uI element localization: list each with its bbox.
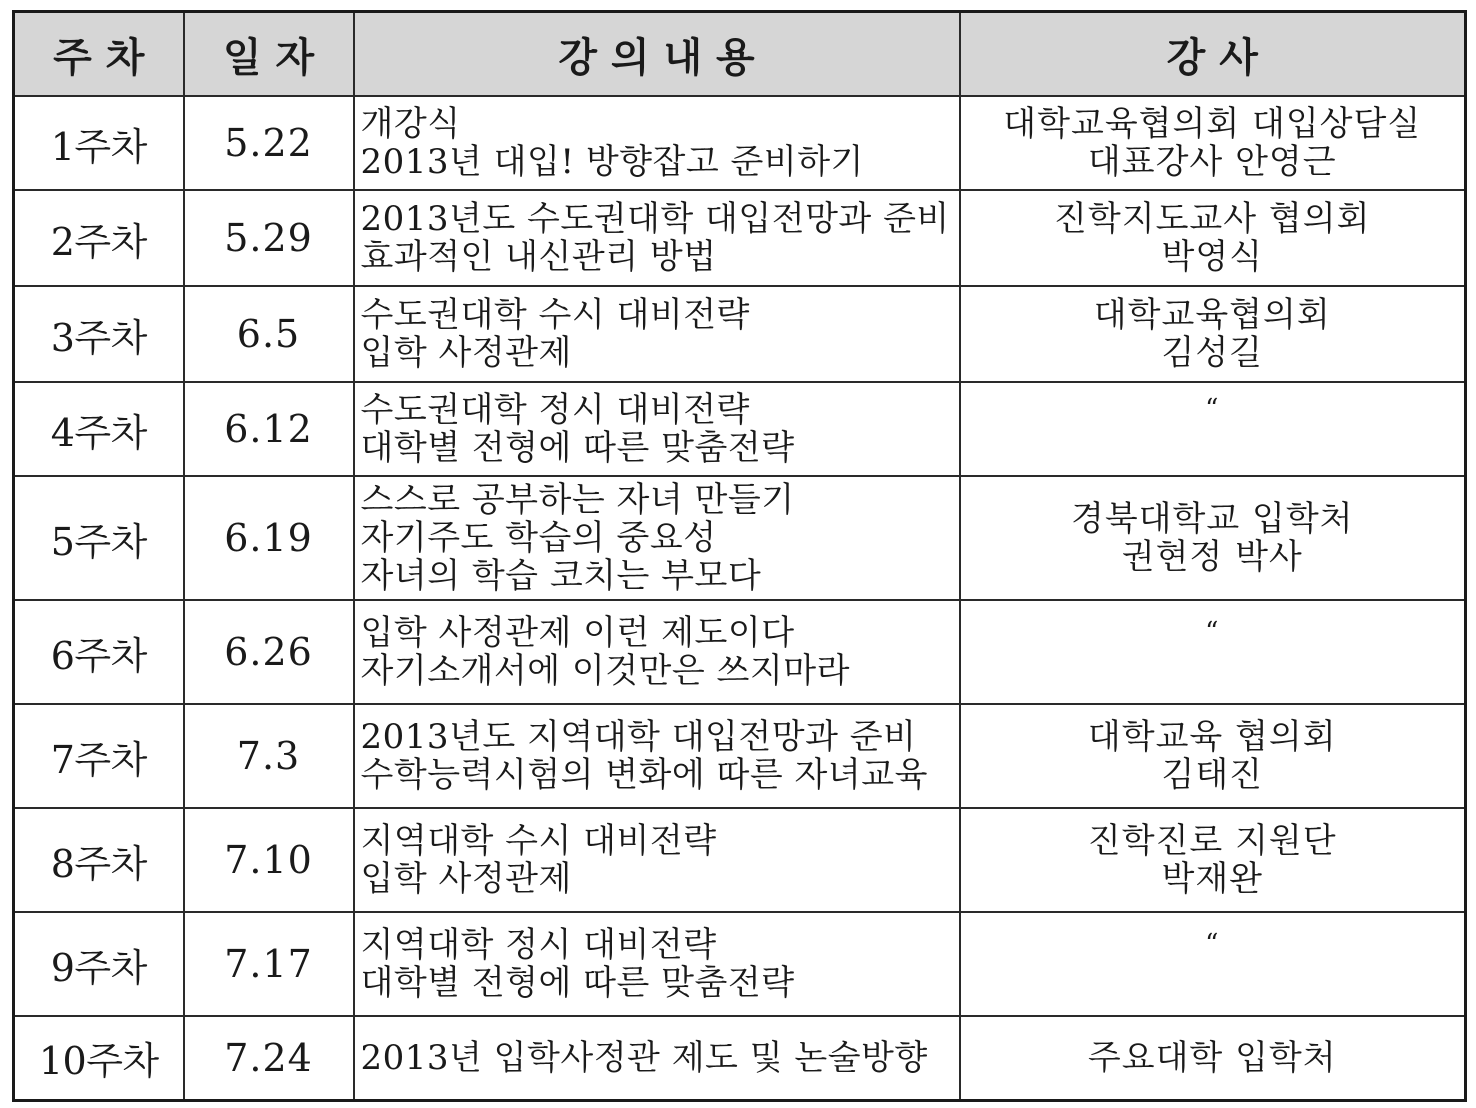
lecturer-cell <box>960 1016 1466 1100</box>
week-cell: 1주차 <box>14 96 184 190</box>
content-line: 2013년 입학사정관 제도 및 논술방향 <box>360 1037 928 1078</box>
content-line: 2013년 대입! 방향잡고 준비하기 <box>360 142 864 182</box>
content-line: 입학 사정관제 <box>360 333 572 373</box>
content-line: 입학 사정관제 <box>360 859 572 899</box>
content-line: 개강식 <box>360 104 461 144</box>
content-line: 자녀의 학습 코치는 부모다 <box>360 556 762 596</box>
date-cell: 5.22 <box>184 96 354 190</box>
date-cell: 5.29 <box>184 190 354 286</box>
lecture-schedule-table <box>12 10 1467 1102</box>
date-cell: 7.17 <box>184 912 354 1016</box>
table-row <box>14 808 1466 912</box>
lecturer-line: 대학교육협의회 <box>1093 295 1331 335</box>
week-cell: 3주차 <box>14 286 184 382</box>
content-line: 자기주도 학습의 중요성 <box>360 518 717 558</box>
lecturer-cell <box>960 912 1466 1016</box>
lecturer-cell <box>960 600 1466 704</box>
schedule-table-wrapper <box>12 10 1464 1094</box>
lecturer-line: 김태진 <box>1161 755 1264 795</box>
content-cell <box>354 190 960 286</box>
week-cell: 6주차 <box>14 600 184 704</box>
lecturer-cell <box>960 286 1466 382</box>
content-line: 스스로 공부하는 자녀 만들기 <box>360 480 795 520</box>
content-line: 수도권대학 정시 대비전략 <box>360 390 750 430</box>
header-week: 주 차 <box>14 12 184 97</box>
lecturer-cell <box>960 808 1466 912</box>
date-cell: 7.24 <box>184 1016 354 1100</box>
lecturer-line: 권현정 박사 <box>1121 537 1303 577</box>
ditto-mark: “ <box>1205 928 1220 959</box>
date-cell: 6.5 <box>184 286 354 382</box>
week-cell: 9주차 <box>14 912 184 1016</box>
lecturer-line: 대표강사 안영근 <box>1087 142 1337 182</box>
lecturer-line: 대학교육협의회 대입상담실 <box>1003 104 1422 144</box>
week-cell: 5주차 <box>14 476 184 600</box>
content-line: 효과적인 내신관리 방법 <box>360 237 717 277</box>
content-line: 지역대학 수시 대비전략 <box>360 821 717 861</box>
content-cell <box>354 286 960 382</box>
lecturer-line: 경북대학교 입학처 <box>1070 499 1354 539</box>
content-line: 2013년도 수도권대학 대입전망과 준비 <box>360 199 950 239</box>
date-cell: 7.3 <box>184 704 354 808</box>
header-date: 일 자 <box>184 12 354 97</box>
week-cell: 7주차 <box>14 704 184 808</box>
date-cell: 6.12 <box>184 382 354 476</box>
lecturer-cell <box>960 476 1466 600</box>
lecturer-line: 진학지도교사 협의회 <box>1054 199 1371 239</box>
content-line: 입학 사정관제 이런 제도이다 <box>360 613 795 653</box>
content-cell <box>354 912 960 1016</box>
table-body <box>14 96 1466 1100</box>
content-line: 수도권대학 수시 대비전략 <box>360 295 750 335</box>
ditto-mark: “ <box>1205 393 1220 424</box>
content-cell <box>354 476 960 600</box>
content-line: 대학별 전형에 따른 맞춤전략 <box>360 428 795 468</box>
lecturer-line: 박재완 <box>1161 859 1264 899</box>
content-line: 자기소개서에 이것만은 쓰지마라 <box>360 651 850 691</box>
lecturer-cell <box>960 382 1466 476</box>
week-cell: 2주차 <box>14 190 184 286</box>
content-line: 2013년도 지역대학 대입전망과 준비 <box>360 717 917 757</box>
ditto-mark: “ <box>1205 616 1220 647</box>
week-cell: 10주차 <box>14 1016 184 1100</box>
table-row <box>14 190 1466 286</box>
content-cell <box>354 704 960 808</box>
content-line: 지역대학 정시 대비전략 <box>360 925 717 965</box>
week-cell: 8주차 <box>14 808 184 912</box>
date-cell: 7.10 <box>184 808 354 912</box>
table-row <box>14 382 1466 476</box>
table-row <box>14 600 1466 704</box>
table-row <box>14 912 1466 1016</box>
lecturer-line: 진학진로 지원단 <box>1087 821 1337 861</box>
content-cell <box>354 600 960 704</box>
date-cell: 6.19 <box>184 476 354 600</box>
table-row <box>14 1016 1466 1100</box>
content-cell <box>354 1016 960 1100</box>
lecturer-cell <box>960 190 1466 286</box>
content-cell <box>354 382 960 476</box>
table-header-row <box>14 12 1466 97</box>
week-cell: 4주차 <box>14 382 184 476</box>
content-cell <box>354 96 960 190</box>
header-content: 강 의 내 용 <box>354 12 960 97</box>
content-line: 수학능력시험의 변화에 따른 자녀교육 <box>360 755 928 795</box>
table-row <box>14 476 1466 600</box>
table-row <box>14 704 1466 808</box>
header-lecturer: 강 사 <box>960 12 1466 97</box>
lecturer-cell <box>960 96 1466 190</box>
lecturer-line: 박영식 <box>1161 237 1264 277</box>
table-row <box>14 286 1466 382</box>
table-row <box>14 96 1466 190</box>
content-cell <box>354 808 960 912</box>
lecturer-cell <box>960 704 1466 808</box>
lecturer-line: 주요대학 입학처 <box>1087 1037 1337 1078</box>
content-line: 대학별 전형에 따른 맞춤전략 <box>360 963 795 1003</box>
lecturer-line: 김성길 <box>1161 333 1264 373</box>
date-cell: 6.26 <box>184 600 354 704</box>
lecturer-line: 대학교육 협의회 <box>1087 717 1337 757</box>
